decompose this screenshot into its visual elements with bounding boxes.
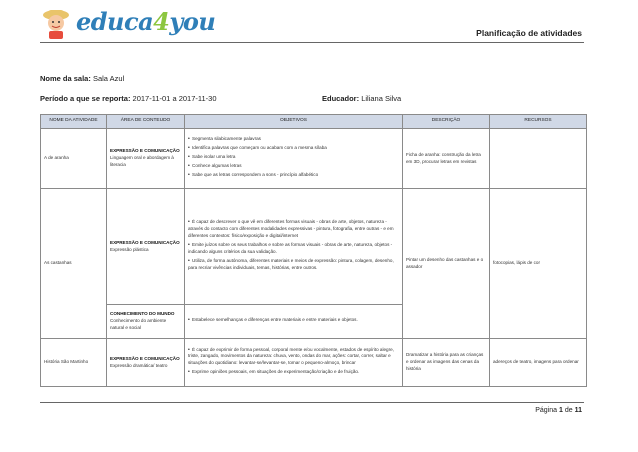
bullet-icon: •: [188, 144, 190, 151]
resources-cell: fotocopias, lápis de cor: [490, 189, 587, 339]
objectives-cell: [185, 189, 403, 305]
objective-item: • Sabe isolar uma letra: [188, 153, 236, 160]
educator-label: Educador:: [322, 94, 360, 103]
page-number: Página 1 de 11: [535, 407, 582, 414]
bullet-icon: •: [188, 219, 190, 226]
table-row: [41, 129, 587, 189]
bullet-icon: •: [188, 153, 190, 160]
area-cell: [107, 129, 185, 189]
column-header-description: DESCRIÇÃO: [403, 115, 490, 129]
bullet-icon: •: [188, 316, 190, 323]
area-cell: [107, 189, 185, 305]
child-mascot-icon: [40, 6, 74, 40]
page-title: Planificação de atividades: [476, 28, 582, 38]
description-cell: Dramatizar a história para as crianças e ordenar as imagens das cenas da história: [403, 339, 490, 387]
objective-item: • Segmenta silabicamente palavras: [188, 135, 261, 142]
objective-item: • Exprime opiniões pessoais, em situações de experimentação/criação e de fruição.: [188, 369, 360, 376]
description-cell: Ficha de aranha: construção da letra em 3D, procurar letras em revistas: [403, 129, 490, 189]
area-subtitle: Expressão plástica: [110, 246, 149, 252]
footer-divider: [40, 402, 584, 403]
column-header-area: ÁREA DE CONTEUDO: [107, 115, 185, 129]
bullet-icon: •: [188, 241, 190, 248]
period-label: Período a que se reporta:: [40, 94, 131, 103]
resources-cell: adereços de teatro, imagens para ordenar: [490, 339, 587, 387]
objective-item: • Identifica palavras que começam ou acabam com a mesma sílaba: [188, 144, 327, 151]
table-header-row: [41, 115, 587, 129]
activity-cell: História São Martinho: [41, 339, 107, 387]
objective-item: • É capaz de descrever o que vê em diferentes formas visuais - obras de arte, objetos, natureza - através do contacto com diferentes modalidades expressivas - pintura, fotografia, entre outras - e em diferentes contextos: físico/exposição e digital/internet: [188, 219, 394, 238]
bullet-icon: •: [188, 135, 190, 142]
bullet-icon: •: [188, 257, 190, 264]
bullet-icon: •: [188, 172, 190, 179]
column-header-resources: RECURSOS: [490, 115, 587, 129]
activities-table: [40, 114, 587, 387]
objective-item: • É capaz de exprimir de forma pessoal, corporal mente e/ou vocalmente, estados de espírito alegre, triste, zangado, movimentos da natureza: chuva, vento, ondas do mar, ações: cortar, correr, saltar e situações do quotidiano: levantar-se/levantar-se, tomar o pequeno-almoço, brincar: [188, 346, 394, 366]
column-header-objectives: OBJETIVOS: [185, 115, 403, 129]
table-row: [41, 339, 587, 387]
area-subtitle: Conhecimento do ambiente natural e social: [110, 318, 167, 330]
column-header-activity: NOME DA ATIVIDADE: [41, 115, 107, 129]
area-cell: [107, 339, 185, 387]
objective-item: • Conhece algumas letras: [188, 163, 242, 170]
area-title: EXPRESSÃO E COMUNICAÇÃO: [110, 239, 180, 245]
period-info: [40, 94, 217, 103]
room-label: Nome da sala:: [40, 74, 91, 83]
room-info: [40, 74, 124, 83]
area-subtitle: Expressão dramática/ teatro: [110, 362, 168, 368]
objectives-cell: [185, 305, 403, 339]
activity-cell: As castanhas: [41, 189, 107, 339]
area-title: EXPRESSÃO E COMUNICAÇÃO: [110, 148, 180, 154]
period-value: 2017-11-01 a 2017-11-30: [132, 94, 217, 103]
bullet-icon: •: [188, 163, 190, 170]
activity-cell: A de aranha: [41, 129, 107, 189]
area-title: EXPRESSÃO E COMUNICAÇÃO: [110, 355, 180, 361]
room-value: Sala Azul: [92, 74, 125, 83]
area-title: CONHECIMENTO DO MUNDO: [110, 311, 175, 317]
table-row: [41, 189, 587, 305]
objective-item: • Emite juízos sobre os seus trabalhos e sobre as formas visuais - obras de arte, natureza, objetos - indicando alguns critérios da sua validação.: [188, 241, 393, 254]
objectives-cell: [185, 129, 403, 189]
area-subtitle: Linguagem oral e abordagem à literacia: [110, 155, 174, 167]
educa4you-logo: [40, 6, 216, 40]
objective-item: • Utiliza, de forma autónoma, diferentes materiais e meios de expressão: pintura, colagem, desenho, para recriar vivências individuais, temas, histórias, entre outros.: [188, 257, 394, 270]
logo-wordmark: educa4you: [76, 7, 216, 36]
bullet-icon: •: [188, 369, 190, 376]
resources-cell: [490, 129, 587, 189]
area-cell: [107, 305, 185, 339]
description-cell: Pintar um desenho das castanhas e o assador: [403, 189, 490, 339]
header-divider: [40, 42, 584, 43]
educator-value: Liliana Silva: [361, 94, 402, 103]
bullet-icon: •: [188, 346, 190, 353]
objectives-cell: [185, 339, 403, 387]
objective-item: • Estabelece semelhanças e diferenças entre materiais e entre materiais e objetos.: [188, 316, 358, 323]
educator-info: [322, 94, 401, 103]
objective-item: • Sabe que as letras correspondem a sons - princípio alfabético: [188, 172, 319, 179]
